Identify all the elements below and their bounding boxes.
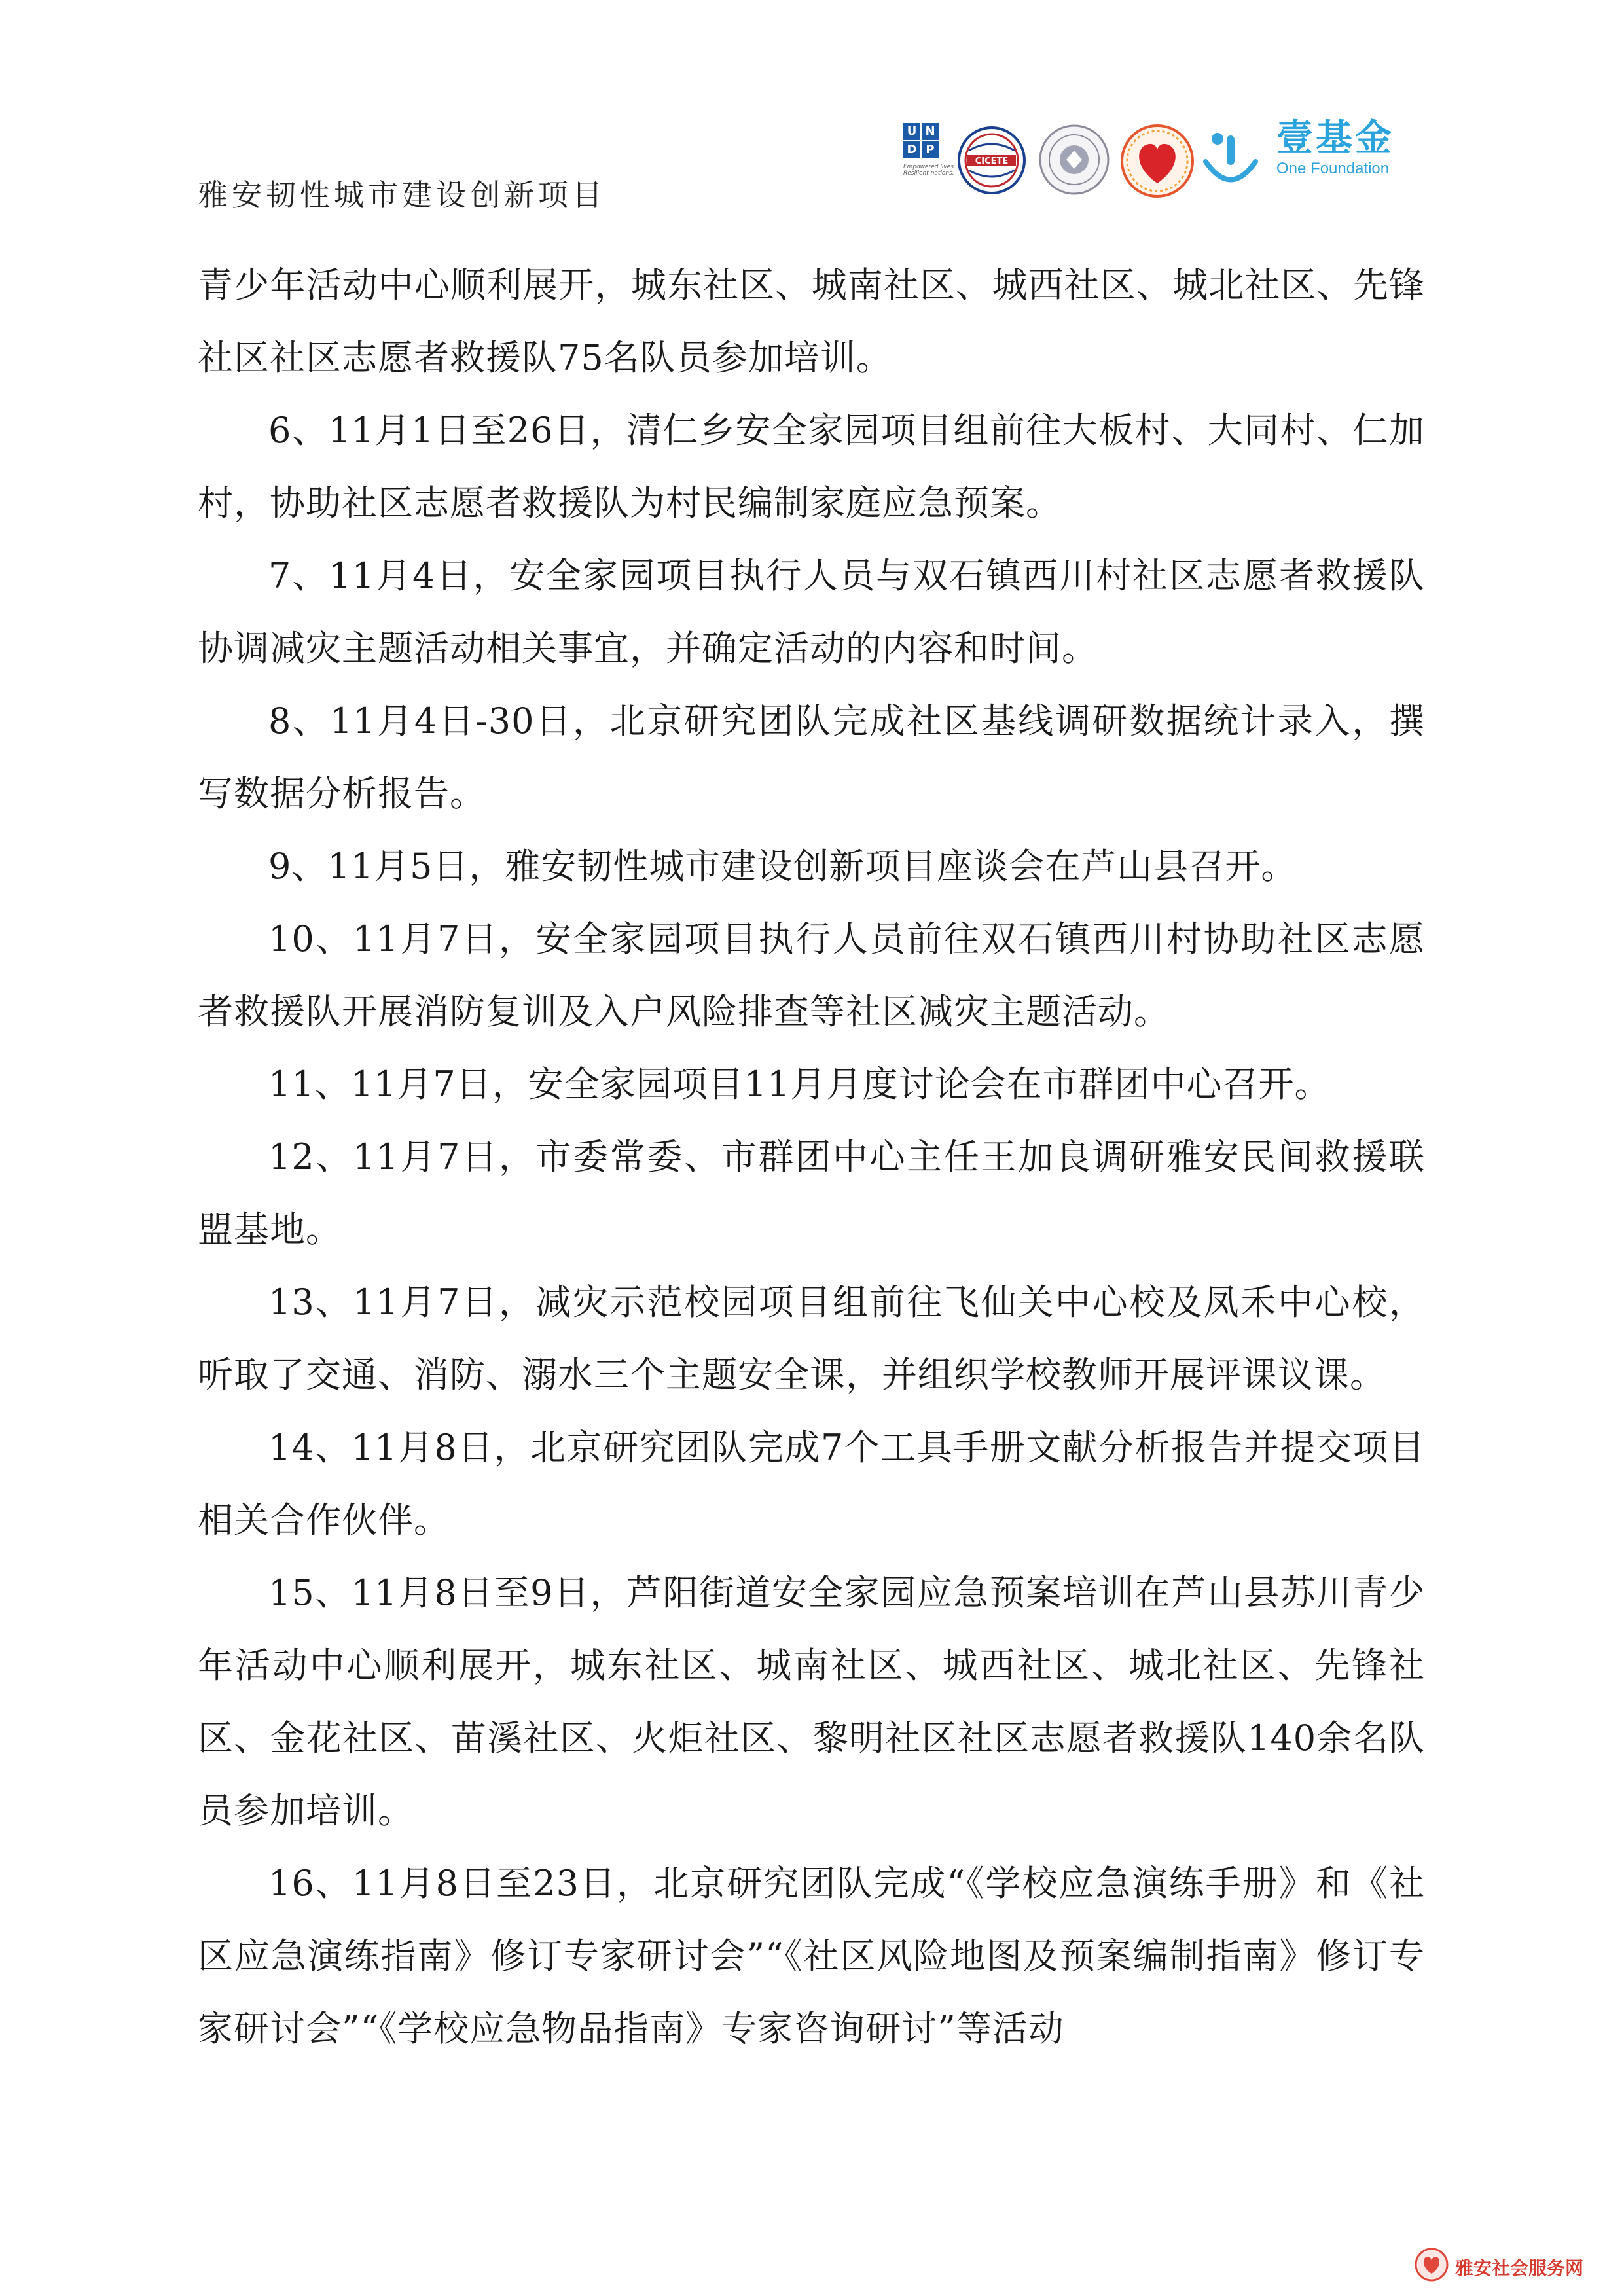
cicete-text: CICETE xyxy=(975,156,1009,166)
undp-logo xyxy=(903,123,956,177)
watermark-heart-icon xyxy=(1415,2248,1449,2282)
heart-logo xyxy=(1119,123,1195,199)
paragraph-item-7: 7、11月4日，安全家园项目执行人员与双石镇西川村社区志愿者救援队协调减灾主题活动相关事宜，并确定活动的内容和时间。 xyxy=(198,555,1425,669)
header-title: 雅安韧性城市建设创新项目 xyxy=(198,177,606,213)
undp-tagline: Empowered lives. Resilient nations. xyxy=(903,164,956,177)
paragraph-item-10: 10、11月7日，安全家园项目执行人员前往双石镇西川村协助社区志愿者救援队开展消防复训及入户风险排查等社区减灾主题活动。 xyxy=(198,918,1425,1032)
watermark-text: 雅安社会服务网 xyxy=(1455,2257,1584,2279)
paragraph-item-11: 11、11月7日，安全家园项目11月月度讨论会在市群团中心召开。 xyxy=(268,1064,1331,1105)
undp-letter-u: U xyxy=(903,123,920,140)
one-foundation-en: One Foundation xyxy=(1276,160,1390,177)
one-foundation-wordmark xyxy=(1276,118,1394,178)
paragraph-item-12: 12、11月7日，市委常委、市群团中心主任王加良调研雅安民间救援联盟基地。 xyxy=(198,1136,1425,1250)
seal-logo xyxy=(1038,123,1111,196)
paragraph-item-8: 8、11月4日-30日，北京研究团队完成社区基线调研数据统计录入，撰写数据分析报告。 xyxy=(198,700,1425,814)
paragraph-item-9: 9、11月5日，雅安韧性城市建设创新项目座谈会在芦山县召开。 xyxy=(268,846,1297,887)
one-foundation-cn: 壹基金 xyxy=(1276,117,1394,160)
paragraph-item-16: 16、11月8日至23日，北京研究团队完成“《学校应急演练手册》和《社区应急演练指南》修订专家研讨会”“《社区风险地图及预案编制指南》修订专家研讨会”“《学校应急物品指南》专家咨询研讨”等活动 xyxy=(198,1863,1425,2049)
paragraph-item-14: 14、11月8日，北京研究团队完成7个工具手册文献分析报告并提交项目相关合作伙伴。 xyxy=(198,1427,1425,1541)
paragraph-item-6: 6、11月1日至26日，清仁乡安全家园项目组前往大板村、大同村、仁加村，协助社区志愿者救援队为村民编制家庭应急预案。 xyxy=(198,410,1425,524)
cicete-logo xyxy=(956,124,1028,196)
one-foundation-emblem xyxy=(1198,126,1263,194)
partner-logos xyxy=(903,111,1427,203)
undp-letter-n: N xyxy=(922,123,939,140)
paragraph-item-13: 13、11月7日，减灾示范校园项目组前往飞仙关中心校及凤禾中心校，听取了交通、消防、溺水三个主题安全课，并组织学校教师开展评课议课。 xyxy=(198,1282,1425,1395)
paragraph-continuation: 青少年活动中心顺利展开，城东社区、城南社区、城西社区、城北社区、先锋社区社区志愿者救援队75名队员参加培训。 xyxy=(198,264,1425,378)
undp-letter-d: D xyxy=(903,141,920,158)
watermark xyxy=(1415,2242,1611,2288)
paragraph-item-15: 15、11月8日至9日，芦阳街道安全家园应急预案培训在芦山县苏川青少年活动中心顺利展开，城东社区、城南社区、城西社区、城北社区、先锋社区、金花社区、苗溪社区、火炬社区、黎明社区社区志愿者救援队140余名队员参加培训。 xyxy=(198,1572,1425,1831)
undp-letter-p: P xyxy=(922,141,939,158)
document-body xyxy=(198,249,1425,2065)
